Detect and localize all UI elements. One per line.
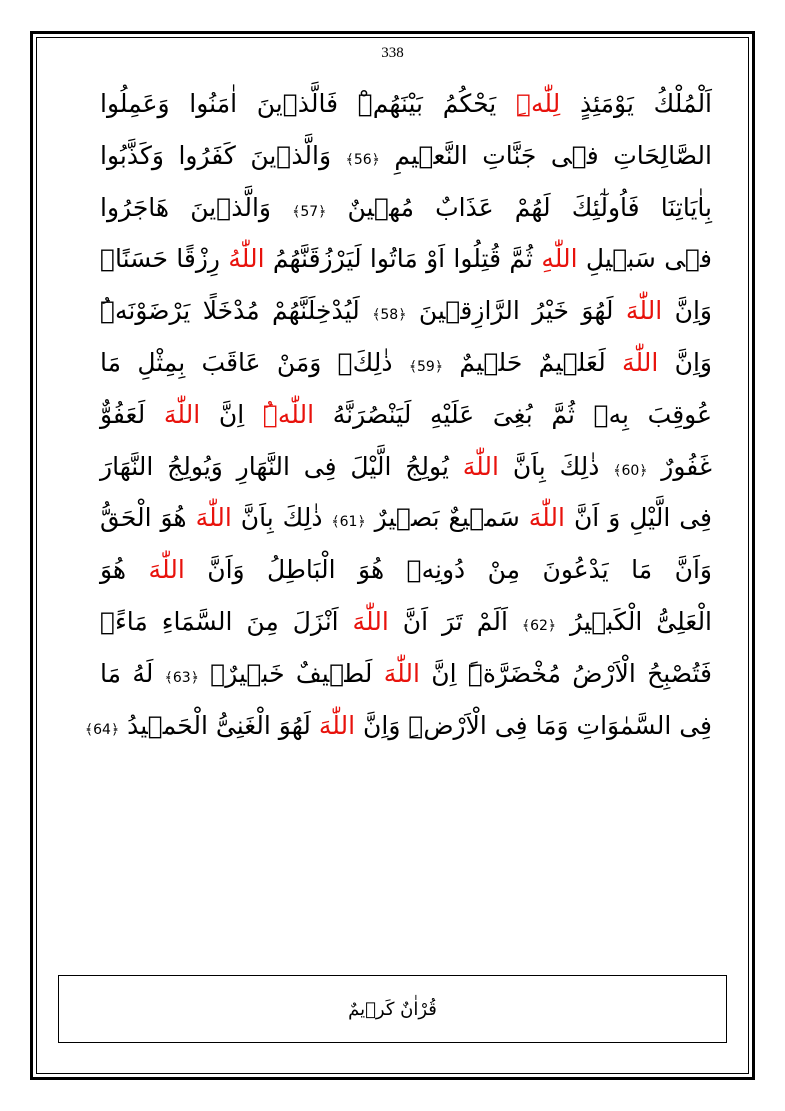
divine-name: اللّٰهَ: [195, 503, 232, 533]
verse-text: لَعَلٖيمٌ حَلٖيمٌ: [443, 347, 623, 377]
verse-text: وَاِنَّ: [658, 347, 712, 377]
verse-text: ذٰلِكَۚ وَمَنْ عَاقَبَ بِمِثْلِ مَا: [100, 347, 409, 377]
verse-number: ﴿62﴾: [521, 617, 557, 634]
verse-number: ﴿59﴾: [408, 358, 444, 375]
verse-text: لَعَفُوٌّ: [100, 399, 164, 429]
divine-name: اللّٰهَ: [462, 451, 499, 481]
divine-name: اللّٰهَ: [163, 399, 201, 429]
verse-text: فَتُصْبِحُ الْاَرْضُ مُخْضَرَّةًۜ اِنَّ: [419, 658, 712, 688]
verse-number: ﴿58﴾: [372, 307, 407, 324]
divine-name: اللّٰهَ: [622, 347, 659, 377]
divine-name: اللّٰهَ: [148, 555, 185, 585]
verse-line: [100, 285, 712, 337]
verse-text: بِاٰيَاتِنَا فَاُولٰٓئِكَ لَهُمْ عَذَابٌ مُهٖينٌ: [326, 192, 712, 222]
verse-number: ﴿57﴾: [292, 203, 327, 220]
verse-line: [100, 78, 712, 130]
divine-name: اللّٰهُ: [228, 244, 265, 274]
verse-text: لَطٖيفٌ خَبٖيرٌۚ: [198, 658, 384, 688]
verse-line: [100, 233, 712, 285]
verse-text: وَاَنَّ مَا يَدْعُونَ مِنْ دُونِهٖ هُوَ الْبَاطِلُ وَاَنَّ: [184, 555, 712, 585]
verse-line: [100, 389, 712, 441]
verse-text: هُوَ: [100, 555, 149, 585]
footer-title: قُرْاٰنٌ كَرٖيمٌ: [348, 998, 437, 1020]
verse-text: وَاِنَّ: [662, 296, 712, 326]
divine-name: اللّٰهَ: [352, 606, 389, 636]
page-number: 338: [381, 45, 404, 61]
verse-line: [100, 596, 712, 648]
verse-text: وَالَّذٖينَ كَفَرُوا وَكَذَّبُوا: [100, 140, 346, 170]
verse-number: ﴿56﴾: [345, 151, 380, 168]
verse-text: ثُمَّ قُتِلُوا اَوْ مَاتُوا لَيَرْزُقَنَّهُمُ: [264, 244, 542, 274]
divine-name: اللّٰهَ: [625, 296, 663, 326]
verse-number: ﴿63﴾: [164, 669, 199, 686]
verse-text: ذٰلِكَ بِاَنَّ: [231, 503, 332, 533]
verse-line: [100, 182, 712, 234]
divine-name: اللّٰهِ: [541, 244, 578, 274]
verse-line: [100, 337, 712, 389]
verse-text: عُوقِبَ بِهٖ ثُمَّ بُغِىَ عَلَيْهِ لَيَنْصُرَنَّهُ: [314, 399, 712, 429]
verse-text: يُولِجُ الَّيْلَ فِى النَّهَارِ وَيُولِجُ النَّهَارَ: [100, 451, 463, 481]
verse-text: لَهُوَ الْغَنِىُّ الْحَمٖيدُ: [119, 710, 319, 740]
verse-line: [100, 544, 712, 596]
verse-line: [100, 648, 712, 700]
quran-text-block: [84, 78, 713, 751]
divine-name: اللّٰهَ: [528, 503, 565, 533]
verse-text: هُوَ الْحَقُّ: [100, 503, 196, 533]
divine-name: اللّٰهُ: [262, 399, 315, 429]
divine-name: اللّٰهَ: [318, 710, 356, 740]
verse-number: ﴿64﴾: [84, 721, 120, 738]
verse-text: الْعَلِىُّ الْكَبٖيرُ: [556, 606, 713, 636]
verse-line: [100, 492, 712, 544]
verse-text: اَنْزَلَ مِنَ السَّمَاءِ مَاءًۘ: [100, 606, 353, 636]
verse-text: اَلَمْ تَرَ اَنَّ: [388, 606, 522, 636]
verse-text: ۜ يَحْكُمُ بَيْنَهُمْۜ فَالَّذٖينَ اٰمَنُوا وَعَمِلُوا: [100, 89, 516, 118]
verse-text: رِزْقًا حَسَنًاۜ: [100, 244, 229, 274]
verse-text: لَهُ مَا: [100, 658, 165, 688]
verse-text: اَلْمُلْكُ يَوْمَئِذٍ: [560, 89, 713, 118]
verse-text: فٖى سَبٖيلِ: [577, 244, 713, 274]
verse-text: الصَّالِحَاتِ فٖى جَنَّاتِ النَّعٖيمِ: [379, 140, 712, 170]
verse-text: لَيُدْخِلَنَّهُمْ مُدْخَلًا يَرْضَوْنَهُۜ: [100, 296, 373, 326]
footer-box: [58, 975, 727, 1043]
verse-line: [84, 700, 712, 752]
verse-text: لَهُوَ خَيْرُ الرَّازِقٖينَ: [406, 296, 626, 326]
verse-text: فِى السَّمٰوَاتِ وَمَا فِى الْاَرْضِۜ وَاِنَّ: [355, 710, 712, 740]
verse-number: ﴿61﴾: [331, 514, 366, 531]
verse-text: وَالَّذٖينَ هَاجَرُوا: [100, 192, 293, 222]
verse-text: ۜ اِنَّ: [200, 399, 263, 429]
verse-text: سَمٖيعٌ بَصٖيرٌ: [365, 503, 529, 533]
verse-line: [100, 441, 712, 493]
verse-text: ذٰلِكَ بِاَنَّ: [499, 451, 614, 481]
divine-name: لِلّٰهِ: [515, 89, 561, 118]
divine-name: اللّٰهَ: [383, 658, 420, 688]
verse-text: غَفُورٌ: [647, 451, 713, 481]
verse-line: [100, 130, 712, 182]
verse-number: ﴿60﴾: [613, 462, 648, 479]
verse-text: فِى الَّيْلِ وَ اَنَّ: [565, 503, 713, 533]
